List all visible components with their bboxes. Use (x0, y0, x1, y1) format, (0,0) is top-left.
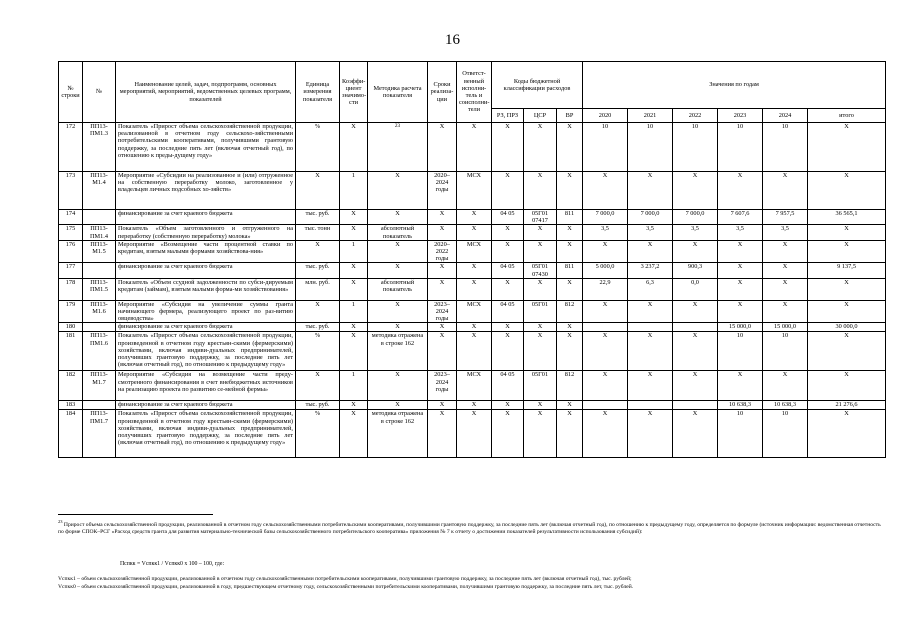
row-value-2024: 10 638,3 (763, 401, 808, 410)
row-value-2022: Х (673, 300, 718, 323)
row-coef: 1 (340, 172, 368, 210)
row-number: 180 (59, 323, 83, 332)
table-row (59, 323, 886, 332)
footnote-formula: Пспкк = Vспкк1 / Vспкк0 x 100 – 100, где: (120, 561, 225, 567)
row-terms: 2020–2024 годы (428, 172, 457, 210)
header-terms: Сроки реализа-ции (428, 62, 457, 123)
row-value-2024: 10 (763, 410, 808, 458)
row-code: ПП13-ПМ1.4 (83, 225, 116, 240)
row-vr: Х (557, 332, 583, 371)
row-unit: тыс. руб. (296, 323, 340, 332)
row-vr: Х (557, 278, 583, 300)
row-vr: Х (557, 240, 583, 263)
header-name: Наименование целей, задач, подпрограмм, основных мероприятий, мероприятий, ведомственных целевых программ, показателей (116, 62, 296, 123)
row-csr: Х (524, 278, 557, 300)
row-rz: Х (492, 332, 524, 371)
row-value-2021: Х (628, 240, 673, 263)
table-row (59, 240, 886, 263)
row-total: 36 565,1 (808, 210, 886, 225)
row-number: 183 (59, 401, 83, 410)
row-value-2022: Х (673, 332, 718, 371)
indicators-table (58, 61, 886, 458)
row-terms: 2020–2022 годы (428, 240, 457, 263)
row-unit: Х (296, 172, 340, 210)
row-value-2022: Х (673, 172, 718, 210)
row-total: 30 000,0 (808, 323, 886, 332)
row-csr: 05Г01 (524, 300, 557, 323)
row-name: финансирование за счет краевого бюджета (116, 401, 296, 410)
row-responsible: Х (457, 210, 492, 225)
row-csr: Х (524, 172, 557, 210)
row-method: Х (368, 240, 428, 263)
row-vr: 812 (557, 371, 583, 401)
row-name: Мероприятие «Возмещение части процентной ставки по кредитам, взятым малыми формами хозяйствова-ния» (116, 240, 296, 263)
row-value-2021: Х (628, 332, 673, 371)
row-coef: Х (340, 278, 368, 300)
row-number: 179 (59, 300, 83, 323)
row-value-2021: 10 (628, 123, 673, 172)
footnote-definition-1: Vспкк1 – объем сельскохозяйственной продукции, реализованной в отчетном году сельскохозяйственными потребительскими кооперативами, получившими грантовую поддержку, за последние пять лет (включая отчетный год), тыс. рублей; (58, 576, 632, 582)
table-row (59, 225, 886, 240)
row-coef: Х (340, 123, 368, 172)
row-responsible: Х (457, 225, 492, 240)
row-value-2024: 10 (763, 332, 808, 371)
row-value-2023: Х (718, 263, 763, 278)
header-csr: ЦСР (524, 109, 557, 123)
row-total: Х (808, 172, 886, 210)
footnote-definition-2: Vспкк0 – объем сельскохозяйственной продукции, реализованной в году, предшествующем отчетному году, сельскохозяйственными потребительскими кооперативами, получившими грантовую поддержку, за последние пять лет, тыс. рублей. (58, 584, 634, 590)
table-row (59, 263, 886, 278)
row-number: 181 (59, 332, 83, 371)
row-value-2022: 3,5 (673, 225, 718, 240)
row-value-2023: 10 (718, 332, 763, 371)
row-terms: Х (428, 332, 457, 371)
row-method (368, 123, 428, 172)
row-method: Х (368, 401, 428, 410)
row-terms: 2023–2024 годы (428, 371, 457, 401)
table-row (59, 300, 886, 323)
row-rz: Х (492, 123, 524, 172)
row-csr: 05Г01 07430 (524, 263, 557, 278)
row-value-2021: 3 237,2 (628, 263, 673, 278)
table-row (59, 401, 886, 410)
row-code: ПП13-ПМ1.6 (83, 332, 116, 371)
row-value-2024: Х (763, 371, 808, 401)
row-csr: Х (524, 323, 557, 332)
row-method: Х (368, 210, 428, 225)
row-value-2020: Х (583, 371, 628, 401)
row-name: Мероприятие «Субсидия на возмещение части преду-смотренного финансирования в счет внебюджетных источников на реализацию проекта по развитию се-мейной фермы» (116, 371, 296, 401)
row-value-2024: Х (763, 278, 808, 300)
row-total: 21 276,6 (808, 401, 886, 410)
row-responsible: МСХ (457, 172, 492, 210)
header-year-2024: 2024 (763, 109, 808, 123)
row-name: Показатель «Прирост объема сельскохозяйственной продукции, реализованной в отчетном году сельскохо-зяйственными потребительскими кооперативами, получившими грантовую поддержку, за последние пять лет (включая отчетный год), по отношению к преды-дущему году» (116, 123, 296, 172)
row-csr: 05Г01 (524, 371, 557, 401)
row-number: 175 (59, 225, 83, 240)
row-responsible: Х (457, 123, 492, 172)
row-value-2021 (628, 323, 673, 332)
row-method: Х (368, 323, 428, 332)
row-value-2022: 7 000,0 (673, 210, 718, 225)
row-value-2021: 3,5 (628, 225, 673, 240)
row-value-2021: Х (628, 172, 673, 210)
row-number: 184 (59, 410, 83, 458)
row-rz: Х (492, 172, 524, 210)
row-vr: 811 (557, 210, 583, 225)
row-unit: % (296, 410, 340, 458)
row-rz: 04 05 (492, 371, 524, 401)
row-number: 173 (59, 172, 83, 210)
row-value-2023: Х (718, 240, 763, 263)
row-unit: тыс. руб. (296, 401, 340, 410)
row-vr: Х (557, 323, 583, 332)
row-vr: 811 (557, 263, 583, 278)
row-total: Х (808, 371, 886, 401)
row-value-2020: 5 000,0 (583, 263, 628, 278)
table-body (59, 123, 886, 458)
row-value-2022: 10 (673, 123, 718, 172)
row-coef: Х (340, 210, 368, 225)
row-code: ПП13-М1.5 (83, 240, 116, 263)
row-value-2020: 7 000,0 (583, 210, 628, 225)
header-rz: РЗ, ПРЗ (492, 109, 524, 123)
row-vr: Х (557, 401, 583, 410)
row-value-2023: 10 (718, 410, 763, 458)
row-total: Х (808, 332, 886, 371)
row-value-2023: 10 638,3 (718, 401, 763, 410)
row-code: ПП13-ПМ1.7 (83, 410, 116, 458)
row-method: методика отражена в строке 162 (368, 410, 428, 458)
row-value-2022: Х (673, 240, 718, 263)
row-name: финансирование за счет краевого бюджета (116, 210, 296, 225)
row-code (83, 401, 116, 410)
row-total: 9 137,5 (808, 263, 886, 278)
row-csr: Х (524, 123, 557, 172)
table-row (59, 410, 886, 458)
row-responsible: МСХ (457, 371, 492, 401)
table-row (59, 332, 886, 371)
row-rz: Х (492, 278, 524, 300)
row-terms: Х (428, 123, 457, 172)
row-value-2020: Х (583, 172, 628, 210)
row-rz: Х (492, 401, 524, 410)
row-vr: Х (557, 172, 583, 210)
row-number: 174 (59, 210, 83, 225)
row-terms: Х (428, 210, 457, 225)
header-total: итого (808, 109, 886, 123)
row-value-2021: 6,3 (628, 278, 673, 300)
row-terms: Х (428, 278, 457, 300)
page-number: 16 (445, 32, 460, 48)
row-value-2021: Х (628, 371, 673, 401)
table-row (59, 123, 886, 172)
row-coef: Х (340, 401, 368, 410)
row-terms: Х (428, 401, 457, 410)
row-value-2023: 7 607,6 (718, 210, 763, 225)
table-row (59, 172, 886, 210)
header-unit: Единица измерения показателя (296, 62, 340, 123)
row-responsible: МСХ (457, 300, 492, 323)
row-code: ПП13-ПМ1.3 (83, 123, 116, 172)
row-unit: тыс. руб. (296, 210, 340, 225)
row-terms: Х (428, 410, 457, 458)
row-coef: Х (340, 225, 368, 240)
row-value-2023: Х (718, 172, 763, 210)
row-responsible: Х (457, 323, 492, 332)
row-method: абсолютный показатель (368, 225, 428, 240)
row-name: Показатель «Объем заготовленного и отгруженного на переработку (собственную переработку) молока» (116, 225, 296, 240)
row-terms: Х (428, 323, 457, 332)
row-coef: 1 (340, 240, 368, 263)
row-value-2024: Х (763, 172, 808, 210)
row-value-2024: 7 957,5 (763, 210, 808, 225)
header-year-2023: 2023 (718, 109, 763, 123)
row-value-2022 (673, 323, 718, 332)
row-coef: 1 (340, 300, 368, 323)
row-number: 176 (59, 240, 83, 263)
row-total: Х (808, 410, 886, 458)
header-responsible: Ответст-венный исполни-тель и соисполни-тели (457, 62, 492, 123)
row-name: финансирование за счет краевого бюджета (116, 263, 296, 278)
row-rz: Х (492, 323, 524, 332)
row-name: финансирование за счет краевого бюджета (116, 323, 296, 332)
row-value-2021: 7 000,0 (628, 210, 673, 225)
row-unit: Х (296, 300, 340, 323)
row-value-2020: 3,5 (583, 225, 628, 240)
row-name: Мероприятие «Субсидии на реализованное и (или) отгруженное на собственную переработку молоко, заготовленное у владельцев личных подсобных хо-зяйств» (116, 172, 296, 210)
row-code: ПП13-ПМ1.5 (83, 278, 116, 300)
row-number: 172 (59, 123, 83, 172)
row-responsible: Х (457, 401, 492, 410)
row-value-2024: Х (763, 263, 808, 278)
header-code: № (83, 62, 116, 123)
row-value-2023: 10 (718, 123, 763, 172)
row-rz: 04 05 (492, 263, 524, 278)
row-code (83, 323, 116, 332)
row-value-2023: Х (718, 278, 763, 300)
row-vr: Х (557, 225, 583, 240)
header-vr: ВР (557, 109, 583, 123)
row-name: Показатель «Прирост объема сельскохозяйственной продукции, произведенной в отчетном году крестьян-скими (фермерскими) хозяйствами, включая индиви-дуальных предпринимателей, получивших грантовую поддержку, за последние пять лет (включая отчетный год), по отношению к предыдущему году» (116, 332, 296, 371)
row-method: Х (368, 172, 428, 210)
row-number: 178 (59, 278, 83, 300)
row-code (83, 210, 116, 225)
row-value-2020: Х (583, 300, 628, 323)
row-value-2024: Х (763, 240, 808, 263)
row-csr: Х (524, 410, 557, 458)
header-coef: Коэффи-циент значимо-сти (340, 62, 368, 123)
row-value-2024: 3,5 (763, 225, 808, 240)
row-value-2023: 15 000,0 (718, 323, 763, 332)
row-value-2024: Х (763, 300, 808, 323)
row-coef: Х (340, 263, 368, 278)
row-method: Х (368, 371, 428, 401)
row-code (83, 263, 116, 278)
footnote-divider (58, 514, 213, 515)
row-unit: тыс. руб. (296, 263, 340, 278)
row-rz: Х (492, 240, 524, 263)
row-unit: % (296, 332, 340, 371)
table-row (59, 371, 886, 401)
header-method: Методика расчета показателя (368, 62, 428, 123)
row-name: Показатель «Объем ссудной задолженности по субси-дируемым кредитам (займам), взятым малыми форма-ми хозяйствования» (116, 278, 296, 300)
row-total: Х (808, 240, 886, 263)
row-number: 177 (59, 263, 83, 278)
row-value-2024: 10 (763, 123, 808, 172)
row-coef: Х (340, 332, 368, 371)
row-value-2020: Х (583, 240, 628, 263)
row-responsible: Х (457, 278, 492, 300)
row-value-2021 (628, 401, 673, 410)
row-csr: 05Г01 07417 (524, 210, 557, 225)
footnote-body: Прирост объема сельскохозяйственной продукции, реализованной в отчетном году сельскохозяйственными потребительскими кооперативами, получившими грантовую поддержку, за последние пять лет (включая отчетный год), по отношению к предыдущему году, определяется по формуле (источник информации: ведомственная отчетность по форме СПОК–РСГ «Расход средств гранта для развития материально-технической базы сельскохозяйственного потребительского кооператива» приложения № 7 к отчету о достижении показателей результативности использования субсидий): (58, 521, 881, 535)
row-value-2022: 0,0 (673, 278, 718, 300)
header-row-no: № строки (59, 62, 83, 123)
row-value-2023: Х (718, 371, 763, 401)
row-terms: Х (428, 225, 457, 240)
row-value-2020: 22,9 (583, 278, 628, 300)
row-unit: млн. руб. (296, 278, 340, 300)
row-vr: Х (557, 123, 583, 172)
row-value-2021: Х (628, 300, 673, 323)
row-csr: Х (524, 401, 557, 410)
row-csr: Х (524, 240, 557, 263)
row-unit: тыс. тонн (296, 225, 340, 240)
row-value-2022: Х (673, 371, 718, 401)
row-terms: Х (428, 263, 457, 278)
row-number: 182 (59, 371, 83, 401)
row-responsible: МСХ (457, 240, 492, 263)
row-name: Мероприятие «Субсидия на увеличение суммы гранта начинающего фермера, реализующего проект по раз-витию овцеводства» (116, 300, 296, 323)
row-total: Х (808, 300, 886, 323)
row-responsible: Х (457, 263, 492, 278)
row-code: ПП13-М1.7 (83, 371, 116, 401)
row-unit: Х (296, 240, 340, 263)
row-method: методика отражена в строке 162 (368, 332, 428, 371)
row-value-2020: 10 (583, 123, 628, 172)
header-year-2022: 2022 (673, 109, 718, 123)
row-total: Х (808, 278, 886, 300)
row-total: Х (808, 123, 886, 172)
row-value-2022: Х (673, 410, 718, 458)
table-row (59, 278, 886, 300)
row-total: Х (808, 225, 886, 240)
row-value-2023: Х (718, 300, 763, 323)
row-value-2023: 3,5 (718, 225, 763, 240)
row-terms: 2023–2024 годы (428, 300, 457, 323)
footnote-mark: 23 (58, 519, 63, 524)
header-year-2020: 2020 (583, 109, 628, 123)
header-budget-codes: Коды бюджетной классификации расходов (492, 62, 583, 109)
row-coef: Х (340, 410, 368, 458)
row-value-2022: 900,3 (673, 263, 718, 278)
row-coef: 1 (340, 371, 368, 401)
row-vr: Х (557, 410, 583, 458)
row-responsible: Х (457, 410, 492, 458)
footnote-text (58, 518, 885, 536)
row-csr: Х (524, 332, 557, 371)
row-value-2022 (673, 401, 718, 410)
row-rz: Х (492, 225, 524, 240)
footnote-reference: 23 (394, 123, 401, 129)
row-rz: Х (492, 410, 524, 458)
row-unit: % (296, 123, 340, 172)
row-vr: 812 (557, 300, 583, 323)
row-value-2020 (583, 401, 628, 410)
row-value-2020: Х (583, 332, 628, 371)
row-method: Х (368, 263, 428, 278)
row-responsible: Х (457, 332, 492, 371)
row-code: ПП13-М1.4 (83, 172, 116, 210)
row-method: абсолютный показатель (368, 278, 428, 300)
row-value-2020: Х (583, 410, 628, 458)
row-method: Х (368, 300, 428, 323)
row-value-2020 (583, 323, 628, 332)
row-name: Показатель «Прирост объема сельскохозяйственной продукции, произведенной в отчетном году крестьян-скими (фермерскими) хозяйствами, включая индиви-дуальных предпринимателей, получивших грантовую поддержку, за последние пять лет (включая отчетный год), по отношению к предыдущему году» (116, 410, 296, 458)
row-coef: Х (340, 323, 368, 332)
row-value-2021: Х (628, 410, 673, 458)
row-unit: Х (296, 371, 340, 401)
row-value-2024: 15 000,0 (763, 323, 808, 332)
row-rz: 04 05 (492, 210, 524, 225)
table-header (59, 62, 886, 123)
row-code: ПП13-М1.6 (83, 300, 116, 323)
table-row (59, 210, 886, 225)
header-year-2021: 2021 (628, 109, 673, 123)
row-rz: 04 05 (492, 300, 524, 323)
header-values-by-year: Значения по годам (583, 62, 886, 109)
row-csr: Х (524, 225, 557, 240)
